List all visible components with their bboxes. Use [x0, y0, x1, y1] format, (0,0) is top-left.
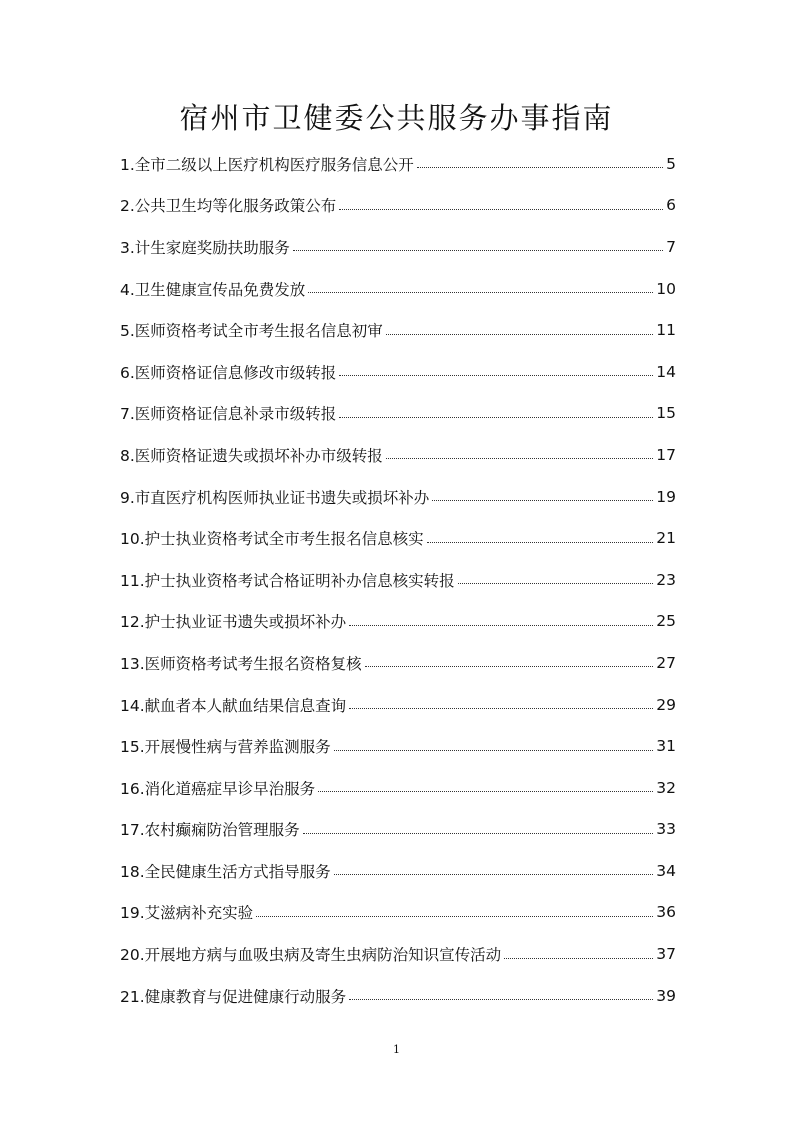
toc-entry-page: 5 [666, 154, 676, 173]
toc-entry[interactable] [120, 725, 676, 767]
toc-entry-page: 34 [656, 861, 676, 880]
toc-entry-label: 14.献血者本人献血结果信息查询 [120, 696, 347, 715]
toc-entry-label: 12.护士执业证书遗失或损坏补办 [120, 613, 347, 632]
dot-leader [339, 417, 653, 418]
dot-leader [349, 999, 653, 1000]
toc-entry-label: 20.开展地方病与血吸虫病及寄生虫病防治知识宣传活动 [120, 946, 502, 965]
toc-entry-label: 4.卫生健康宣传品免费发放 [120, 280, 306, 299]
toc-entry-page: 17 [656, 445, 676, 464]
toc-entry-label: 17.农村癫痫防治管理服务 [120, 821, 300, 840]
toc-entry[interactable] [120, 268, 676, 310]
toc-entry[interactable] [120, 476, 676, 518]
toc-entry-page: 39 [656, 986, 676, 1005]
dot-leader [334, 874, 654, 875]
toc-entry-page: 23 [656, 570, 676, 589]
dot-leader [432, 500, 653, 501]
toc-entry-page: 19 [656, 487, 676, 506]
toc-entry-page: 36 [656, 903, 676, 922]
toc-entry[interactable] [120, 185, 676, 227]
toc-entry-label: 5.医师资格考试全市考生报名信息初审 [120, 322, 383, 341]
dot-leader [334, 750, 654, 751]
dot-leader [349, 625, 653, 626]
toc-entry-label: 11.护士执业资格考试合格证明补办信息核实转报 [120, 571, 455, 590]
toc-entry-page: 6 [666, 196, 676, 215]
toc-entry[interactable] [120, 143, 676, 185]
toc-entry-label: 21.健康教育与促进健康行动服务 [120, 987, 347, 1006]
dot-leader [339, 375, 653, 376]
dot-leader [427, 542, 654, 543]
toc-entry[interactable] [120, 892, 676, 934]
dot-leader [256, 916, 653, 917]
toc-entry-page: 7 [666, 237, 676, 256]
dot-leader [365, 666, 654, 667]
toc-entry[interactable] [120, 559, 676, 601]
toc-entry-label: 1.全市二级以上医疗机构医疗服务信息公开 [120, 155, 414, 174]
toc-entry-label: 8.医师资格证遗失或损坏补办市级转报 [120, 446, 383, 465]
toc-entry-page: 29 [656, 695, 676, 714]
toc-entry-page: 14 [656, 362, 676, 381]
page-number: 1 [393, 1043, 400, 1056]
toc-entry[interactable] [120, 393, 676, 435]
toc-entry-label: 2.公共卫生均等化服务政策公布 [120, 197, 337, 216]
page-title: 宿州市卫健委公共服务办事指南 [179, 101, 614, 135]
dot-leader [386, 334, 653, 335]
toc-entry[interactable] [120, 226, 676, 268]
toc-entry-label: 7.医师资格证信息补录市级转报 [120, 405, 337, 424]
toc-entry-page: 33 [656, 820, 676, 839]
toc-entry[interactable] [120, 933, 676, 975]
toc-entry[interactable] [120, 601, 676, 643]
dot-leader [339, 209, 663, 210]
toc-entry-page: 27 [656, 653, 676, 672]
toc-entry-label: 16.消化道癌症早诊早治服务 [120, 779, 316, 798]
toc-entry[interactable] [120, 850, 676, 892]
toc-entry-page: 32 [656, 778, 676, 797]
toc-entry-label: 9.市直医疗机构医师执业证书遗失或损坏补办 [120, 488, 430, 507]
dot-leader [386, 458, 653, 459]
toc-entry[interactable] [120, 517, 676, 559]
toc-entry[interactable] [120, 434, 676, 476]
toc-entry[interactable] [120, 309, 676, 351]
toc-entry-label: 19.艾滋病补充实验 [120, 904, 254, 923]
dot-leader [318, 791, 653, 792]
toc-entry-page: 21 [656, 529, 676, 548]
toc-entry-label: 15.开展慢性病与营养监测服务 [120, 738, 331, 757]
toc-entry-page: 11 [656, 321, 676, 340]
toc-entry-label: 3.计生家庭奖励扶助服务 [120, 238, 290, 257]
toc-entry[interactable] [120, 684, 676, 726]
toc-entry-page: 37 [656, 945, 676, 964]
toc-entry-label: 13.医师资格考试考生报名资格复核 [120, 654, 362, 673]
toc-entry[interactable] [120, 642, 676, 684]
toc-entry[interactable] [120, 767, 676, 809]
toc-entry-label: 6.医师资格证信息修改市级转报 [120, 363, 337, 382]
dot-leader [504, 958, 653, 959]
toc-entry[interactable] [120, 809, 676, 851]
table-of-contents [120, 143, 676, 1016]
toc-entry-page: 31 [656, 737, 676, 756]
dot-leader [303, 833, 654, 834]
toc-entry-label: 10.护士执业资格考试全市考生报名信息核实 [120, 530, 424, 549]
dot-leader [293, 250, 663, 251]
dot-leader [458, 583, 654, 584]
dot-leader [417, 167, 663, 168]
toc-entry-page: 25 [656, 612, 676, 631]
dot-leader [308, 292, 653, 293]
toc-entry-page: 10 [656, 279, 676, 298]
toc-entry[interactable] [120, 975, 676, 1017]
toc-entry[interactable] [120, 351, 676, 393]
toc-entry-label: 18.全民健康生活方式指导服务 [120, 862, 331, 881]
dot-leader [349, 708, 653, 709]
toc-entry-page: 15 [656, 404, 676, 423]
